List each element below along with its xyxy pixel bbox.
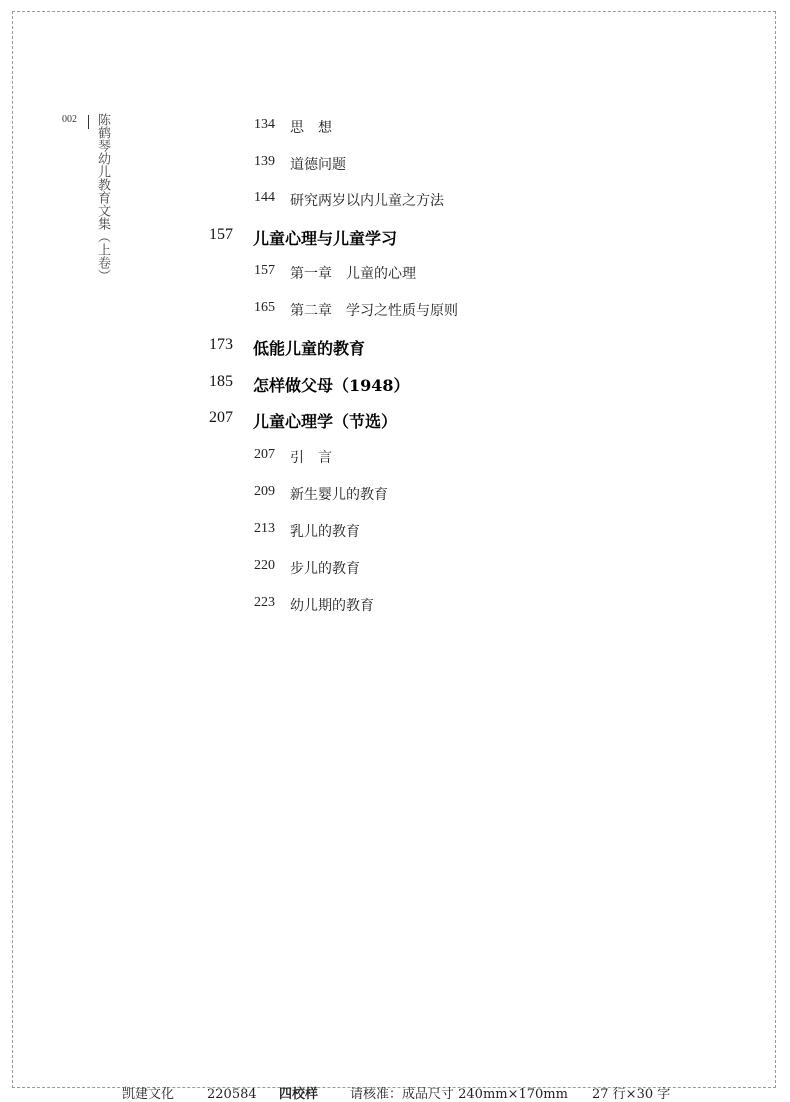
toc-title: 第一章 儿童的心理 <box>290 266 416 282</box>
toc-page-number: 157 <box>209 226 233 243</box>
toc-page-number: 207 <box>254 447 275 462</box>
toc-title: 道德问题 <box>290 157 346 173</box>
toc-page-number: 134 <box>254 117 275 132</box>
toc-title: 儿童心理与儿童学习 <box>253 229 398 248</box>
footer-size-spec: 请核准：成品尺寸 240mm×170mm <box>350 1087 568 1102</box>
page-frame <box>12 11 776 1088</box>
toc-page-number: 144 <box>254 190 275 205</box>
toc-title: 研究两岁以内儿童之方法 <box>290 193 444 209</box>
toc-page-number: 213 <box>254 521 275 536</box>
header-divider <box>88 115 89 129</box>
toc-page-number: 220 <box>254 558 275 573</box>
toc-title: 思 想 <box>290 120 332 136</box>
toc-title: 幼儿期的教育 <box>290 598 374 614</box>
print-footer <box>0 1088 790 1102</box>
toc-title: 第二章 学习之性质与原则 <box>290 303 458 319</box>
toc-page-number: 173 <box>209 336 233 353</box>
toc-page-number: 165 <box>254 300 275 315</box>
toc-page-number: 223 <box>254 595 275 610</box>
toc-page-number: 185 <box>209 373 233 390</box>
toc-title: 儿童心理学（节选） <box>253 412 398 431</box>
toc-page-number: 139 <box>254 154 275 169</box>
toc-title: 新生婴儿的教育 <box>290 487 388 503</box>
toc-title: 步儿的教育 <box>290 561 360 577</box>
running-head-book-title: 陈鹤琴幼儿教育文集（上卷） <box>95 113 110 282</box>
toc-title: 低能儿童的教育 <box>253 339 366 358</box>
toc-page-number: 209 <box>254 484 275 499</box>
toc-title: 引 言 <box>290 450 332 466</box>
footer-code: 220584 <box>207 1087 257 1102</box>
toc-page-number: 207 <box>209 409 233 426</box>
footer-publisher: 凯建文化 <box>122 1087 175 1102</box>
footer-proof-stage: 四校样 <box>279 1087 319 1102</box>
toc-title: 乳儿的教育 <box>290 524 360 540</box>
toc-page-number: 157 <box>254 263 275 278</box>
footer-layout-spec: 27 行×30 字 <box>592 1087 671 1102</box>
toc-title: 怎样做父母（1948） <box>253 376 410 395</box>
page-number: 002 <box>62 114 77 125</box>
